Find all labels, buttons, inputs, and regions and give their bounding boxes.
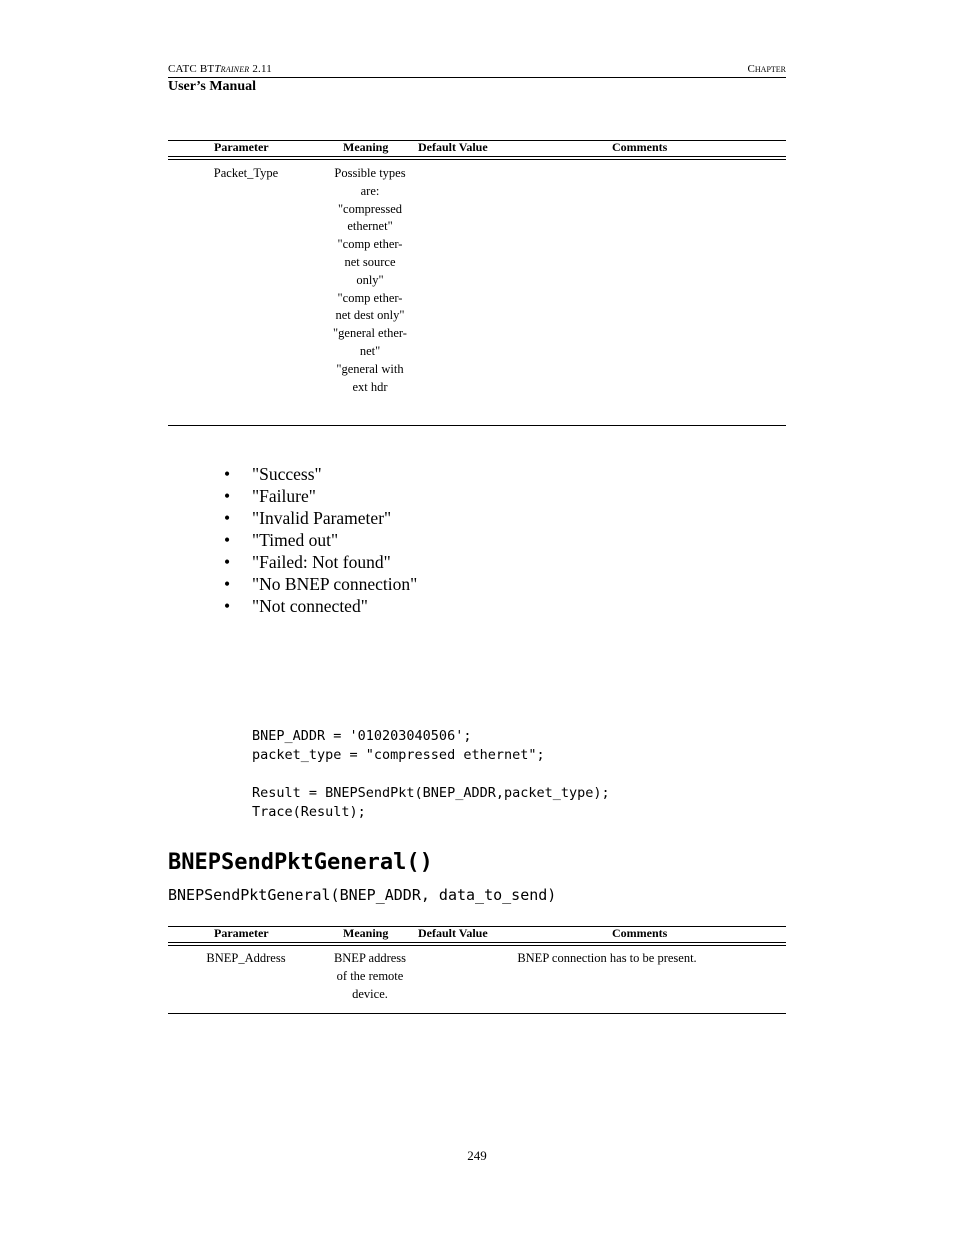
table-header-rule — [168, 942, 786, 946]
meaning-line: ethernet" — [347, 219, 393, 234]
page-number: 249 — [467, 1148, 487, 1163]
meaning-line: Possible types — [334, 166, 406, 180]
meaning-line: net source — [344, 254, 396, 269]
table-header-rule — [168, 156, 786, 160]
meaning-line: "comp ether- — [337, 290, 403, 305]
column-header-comments: Comments — [612, 140, 668, 154]
table-cell-parameter: BNEP_Address — [206, 951, 286, 965]
header-rule — [168, 77, 786, 78]
table-bottom-rule — [168, 425, 786, 426]
code-example: BNEP_ADDR = '010203040506'; packet_type = "compressed ethernet"; Result = BNEPSendPkt(BNEP_ADDR,packet_type); Trace(Result); — [252, 728, 610, 820]
list-item: • "Invalid Parameter" — [224, 507, 417, 529]
table-cell-parameter: Packet_Type — [213, 166, 279, 180]
meaning-line: BNEP address — [333, 951, 407, 965]
meaning-line: ext hdr — [352, 379, 388, 394]
list-item: • "Failed: Not found" — [224, 551, 417, 573]
column-header-default-value: Default Value — [418, 926, 488, 940]
return-values-list — [224, 463, 417, 617]
list-item: • "No BNEP connection" — [224, 573, 417, 595]
section-title: BNEPSendPktGeneral() — [168, 850, 433, 875]
table-cell-meaning — [320, 165, 420, 396]
meaning-line: only" — [356, 272, 384, 287]
list-item: • "Failure" — [224, 485, 417, 507]
column-header-default-value: Default Value — [418, 140, 488, 154]
column-header-meaning: Meaning — [343, 140, 389, 154]
meaning-line: are: — [360, 183, 380, 198]
running-header-product: CATC BTTrainer 2.11 — [168, 63, 272, 75]
meaning-line: "comp ether- — [337, 237, 403, 252]
running-header-subtitle: User’s Manual — [168, 79, 257, 94]
meaning-line: "general ether- — [333, 326, 407, 341]
list-item: • "Success" — [224, 463, 417, 485]
column-header-comments: Comments — [612, 926, 668, 940]
parameter-table-1 — [168, 140, 786, 430]
list-item: • "Not connected" — [224, 595, 417, 617]
column-header-meaning: Meaning — [343, 926, 389, 940]
column-header-parameter: Parameter — [214, 926, 269, 940]
table-bottom-rule — [168, 1013, 786, 1014]
meaning-line: net dest only" — [335, 308, 405, 323]
column-header-parameter: Parameter — [214, 140, 269, 154]
meaning-line: net" — [359, 343, 381, 358]
parameter-table-2 — [168, 926, 786, 1018]
meaning-line: of the remote — [336, 968, 404, 983]
meaning-line: "general with — [336, 361, 404, 376]
table-cell-meaning — [320, 950, 420, 1003]
meaning-line: "compressed — [337, 201, 403, 216]
list-item: • "Timed out" — [224, 529, 417, 551]
table-cell-comments: BNEP connection has to be present. — [517, 951, 697, 965]
meaning-line: device. — [352, 986, 388, 1001]
running-header-chapter: Chapter — [747, 63, 786, 75]
function-signature: BNEPSendPktGeneral(BNEP_ADDR, data_to_send) — [168, 886, 557, 904]
